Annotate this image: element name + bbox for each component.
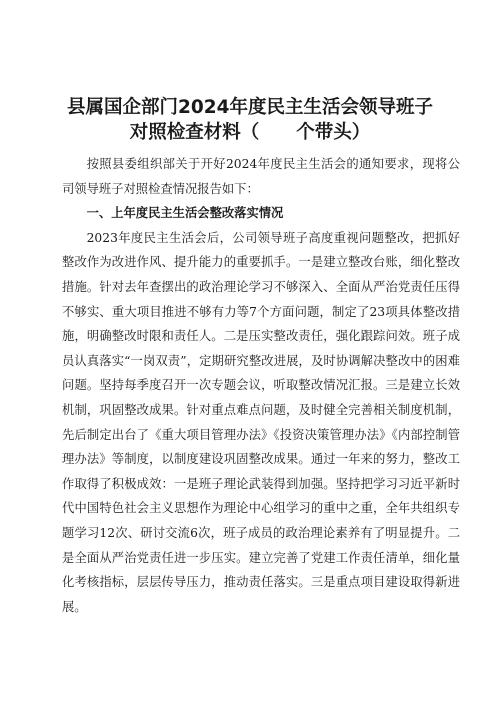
intro-paragraph: 按照县委组织部关于开好2024年度民主生活会的通知要求，现将公司领导班子对照检查情况报告如下：	[62, 157, 460, 196]
section-1-heading: 一、上年度民主生活会整改落实情况	[86, 206, 284, 221]
document-title-line-1: 县属国企部门2024年度民主生活会领导班子	[67, 97, 433, 118]
document-title-line-2: 对照检查材料（ 个带头）	[129, 122, 371, 143]
section-1-paragraph: 2023年度民主生活会后，公司领导班子高度重视问题整改，把抓好整改作为改进作风、提升能力的重要抓手。一是建立整改台账，细化整改措施。针对去年查摆出的政治理论学习不够深入、全面从严治党责任压得不够实、重大项目推进不够有力等7个方面问题，制定了23项具体整改措施，明确整改时限和责任人。二是压实整改责任，强化跟踪问效。班子成员认真落实“一岗双责”，定期研究整改进展，及时协调解决整改中的困难问题。坚持每季度召开一次专题会议，听取整改情况汇报。三是建立长效机制，巩固整改成果。针对重点难点问题，及时健全完善相关制度机制，先后制定出台了《重大项目管理办法》《投资决策管理办法》《内部控制管理办法》等制度，以制度建设巩固整改成果。通过一年来的努力，整改工作取得了积极成效：一是班子理论武装得到加强。坚持把学习习近平新时代中国特色社会主义思想作为理论中心组学习的重中之重，全年共组织专题学习12次、研讨交流6次，班子成员的政治理论素养有了明显提升。二是全面从严治党责任进一步压实。建立完善了党建工作责任清单，细化量化考核指标，层层传导压力，推动责任落实。三是重点项目建设取得新进展。	[62, 230, 460, 614]
document-body	[62, 152, 460, 619]
